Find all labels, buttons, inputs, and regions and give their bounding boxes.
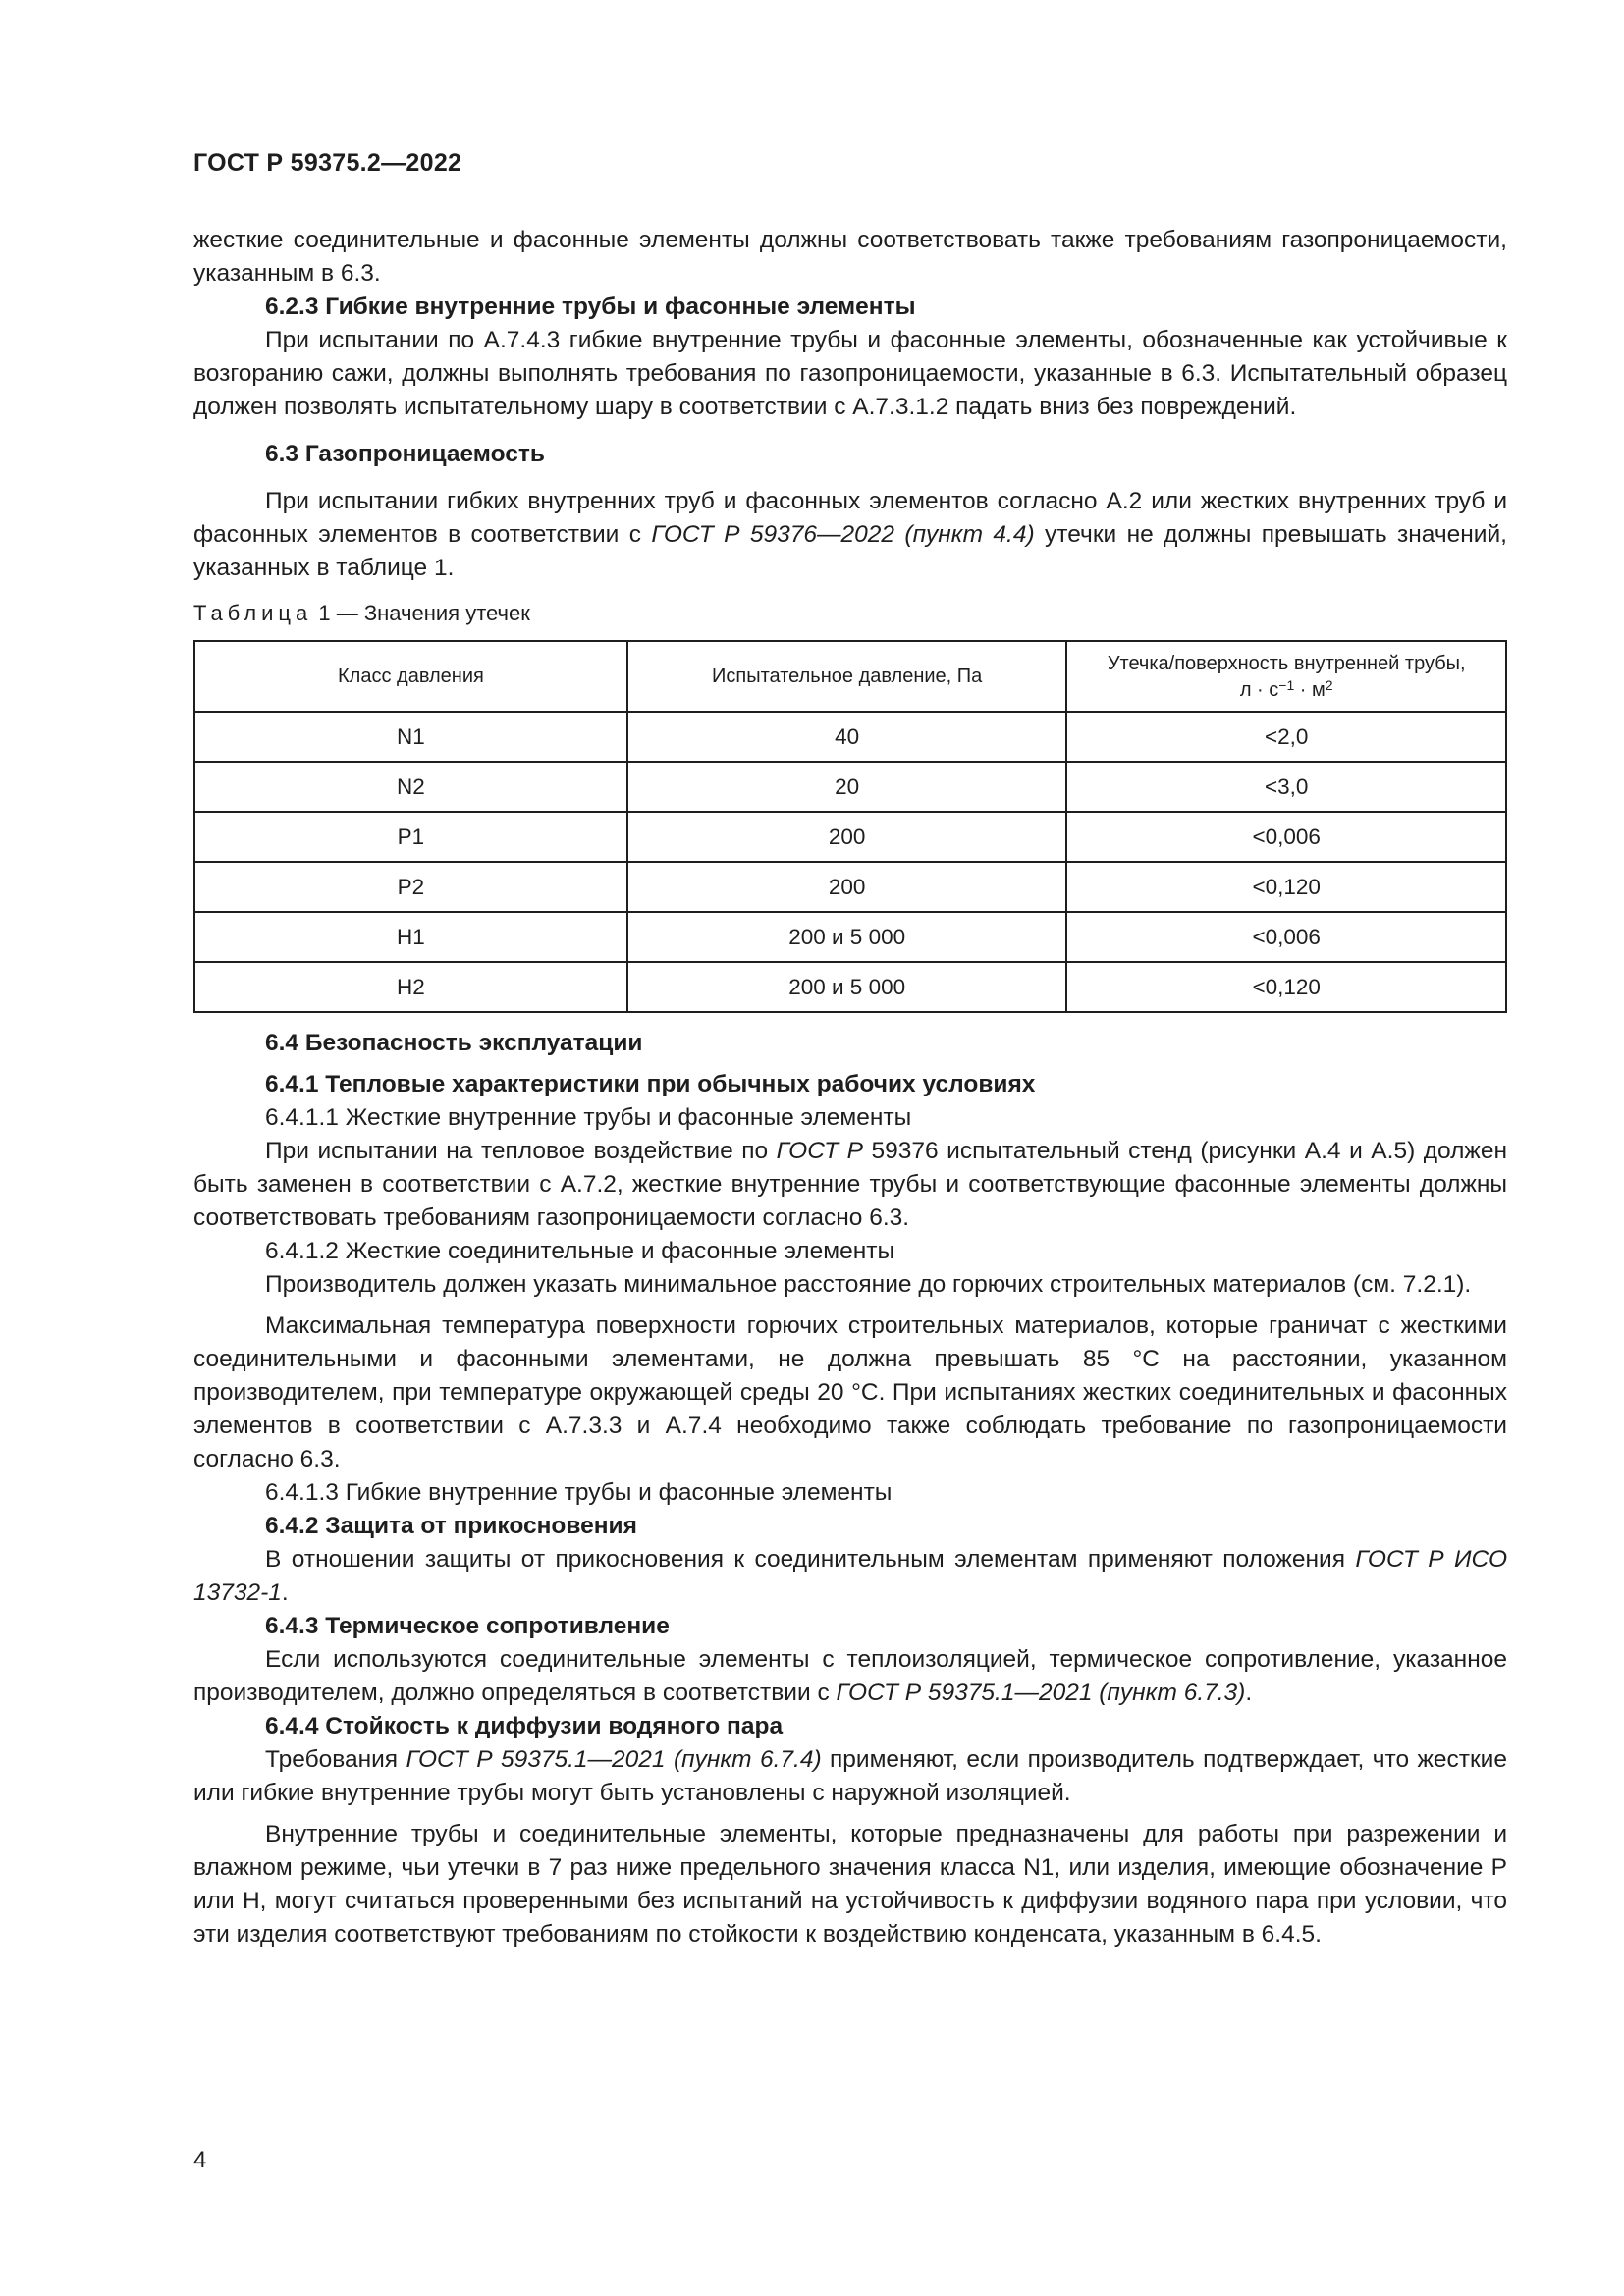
table-row <box>194 812 1506 862</box>
section-heading-6-4-3: 6.4.3 Термическое сопротивление <box>265 1613 670 1639</box>
paragraph: Производитель должен указать минимальное расстояние до горючих строительных материалов (см. 7.2.1). <box>265 1271 1472 1298</box>
subsection-title: 6.4.1.2 Жесткие соединительные и фасонные элементы <box>265 1238 895 1264</box>
paragraph: Если используются соединительные элементы с теплоизоляцией, термическое сопротивление, указанное производителем, должно определяться в соответствии с ГОСТ Р 59375.1—2021 (пункт 6.7.3). <box>193 1646 1507 1706</box>
cell-class: P1 <box>194 812 627 862</box>
table-row <box>194 762 1506 812</box>
section-heading-6-4: 6.4 Безопасность эксплуатации <box>265 1030 643 1056</box>
cell-class: N2 <box>194 762 627 812</box>
cell-leakage: <0,006 <box>1066 812 1506 862</box>
paragraph: В отношении защиты от прикосновения к соединительным элементам применяют положения ГОСТ Р ИСО 13732-1. <box>193 1546 1508 1606</box>
subsection-title: 6.4.1.1 Жесткие внутренние трубы и фасонные элементы <box>265 1104 912 1131</box>
cell-pressure: 200 и 5 000 <box>627 912 1067 962</box>
subsection-title: 6.4.1.3 Гибкие внутренние трубы и фасонные элементы <box>265 1479 893 1506</box>
paragraph: При испытании гибких внутренних труб и фасонных элементов согласно А.2 или жестких внутренних труб и фасонных элементов в соответствии с ГОСТ Р 59376—2022 (пункт 4.4) утечки не должны превышать значений, указанных в таблице 1. <box>193 488 1507 581</box>
column-header-test-pressure: Испытательное давление, Па <box>627 641 1067 712</box>
table-row <box>194 962 1506 1012</box>
section-heading-6-2-3: 6.2.3 Гибкие внутренние трубы и фасонные элементы <box>265 294 916 320</box>
cell-leakage: <0,120 <box>1066 862 1506 912</box>
cell-pressure: 40 <box>627 712 1067 762</box>
cell-class: H2 <box>194 962 627 1012</box>
table-row <box>194 862 1506 912</box>
paragraph: При испытании по А.7.4.3 гибкие внутренние трубы и фасонные элементы, обозначенные как устойчивые к возгоранию сажи, должны выполнять требования по газопроницаемости, указанные в 6.3. Испытательный образец должен позволять испытательному шару в соответствии с А.7.3.1.2 падать вниз без повреждений. <box>193 327 1507 420</box>
cell-class: P2 <box>194 862 627 912</box>
cell-pressure: 200 <box>627 862 1067 912</box>
paragraph: Требования ГОСТ Р 59375.1—2021 (пункт 6.7.4) применяют, если производитель подтверждает, что жесткие или гибкие внутренние трубы могут быть установлены с наружной изоляцией. <box>193 1746 1507 1806</box>
page-content <box>193 224 1507 1951</box>
section-heading-6-4-2: 6.4.2 Защита от прикосновения <box>265 1513 637 1539</box>
standard-reference: ГОСТ Р 59376—2022 (пункт 4.4) <box>651 521 1035 548</box>
leakage-table <box>193 640 1507 1013</box>
document-header: ГОСТ Р 59375.2—2022 <box>193 149 462 177</box>
section-heading-6-4-1: 6.4.1 Тепловые характеристики при обычных рабочих условиях <box>265 1071 1036 1097</box>
cell-class: H1 <box>194 912 627 962</box>
cell-leakage: <2,0 <box>1066 712 1506 762</box>
standard-reference: ГОСТ Р ИСО 13732-1 <box>193 1546 1508 1606</box>
cell-class: N1 <box>194 712 627 762</box>
standard-reference: ГОСТ Р 59375.1—2021 (пункт 6.7.3) <box>836 1680 1246 1706</box>
cell-pressure: 200 <box>627 812 1067 862</box>
table-row <box>194 712 1506 762</box>
paragraph: При испытании на тепловое воздействие по ГОСТ Р 59376 испытательный стенд (рисунки А.4 и А.5) должен быть заменен в соответствии с А.7.2, жесткие внутренние трубы и соответствующие фасонные элементы должны соответствовать требованиям газопроницаемости согласно 6.3. <box>193 1138 1507 1231</box>
standard-reference: ГОСТ Р <box>776 1138 863 1164</box>
table-caption: Таблица 1 — Значения утечек <box>193 601 530 625</box>
column-header-leakage: Утечка/поверхность внутренней трубы, $л \cdot с^{-1} \cdot м^2$ <box>1066 641 1506 712</box>
cell-leakage: <0,120 <box>1066 962 1506 1012</box>
cell-pressure: 20 <box>627 762 1067 812</box>
section-heading-6-4-4: 6.4.4 Стойкость к диффузии водяного пара <box>265 1713 784 1739</box>
table-row <box>194 912 1506 962</box>
column-header-pressure-class: Класс давления <box>194 641 627 712</box>
standard-reference: ГОСТ Р 59375.1—2021 (пункт 6.7.4) <box>406 1746 822 1773</box>
paragraph: Максимальная температура поверхности горючих строительных материалов, которые граничат с жесткими соединительными и фасонными элементами, не должна превышать 85 °С на расстоянии, указанном производителем, при температуре окружающей среды 20 °С. При испытаниях жестких соединительных и фасонных элементов в соответствии с А.7.3.3 и А.7.4 необходимо также соблюдать требование по газопроницаемости согласно 6.3. <box>193 1312 1507 1472</box>
cell-leakage: <0,006 <box>1066 912 1506 962</box>
page-number: 4 <box>193 2147 207 2173</box>
paragraph: жесткие соединительные и фасонные элементы должны соответствовать также требованиям газопроницаемости, указанным в 6.3. <box>193 227 1507 287</box>
table-header-row <box>194 641 1506 712</box>
paragraph: Внутренние трубы и соединительные элементы, которые предназначены для работы при разрежении и влажном режиме, чьи утечки в 7 раз ниже предельного значения класса N1, или изделия, имеющие обозначение Р или Н, могут считаться проверенными без испытаний на устойчивость к диффузии водяного пара при условии, что эти изделия соответствуют требованиям по стойкости к воздействию конденсата, указанным в 6.4.5. <box>193 1821 1507 1948</box>
cell-pressure: 200 и 5 000 <box>627 962 1067 1012</box>
cell-leakage: <3,0 <box>1066 762 1506 812</box>
section-heading-6-3: 6.3 Газопроницаемость <box>265 441 545 467</box>
